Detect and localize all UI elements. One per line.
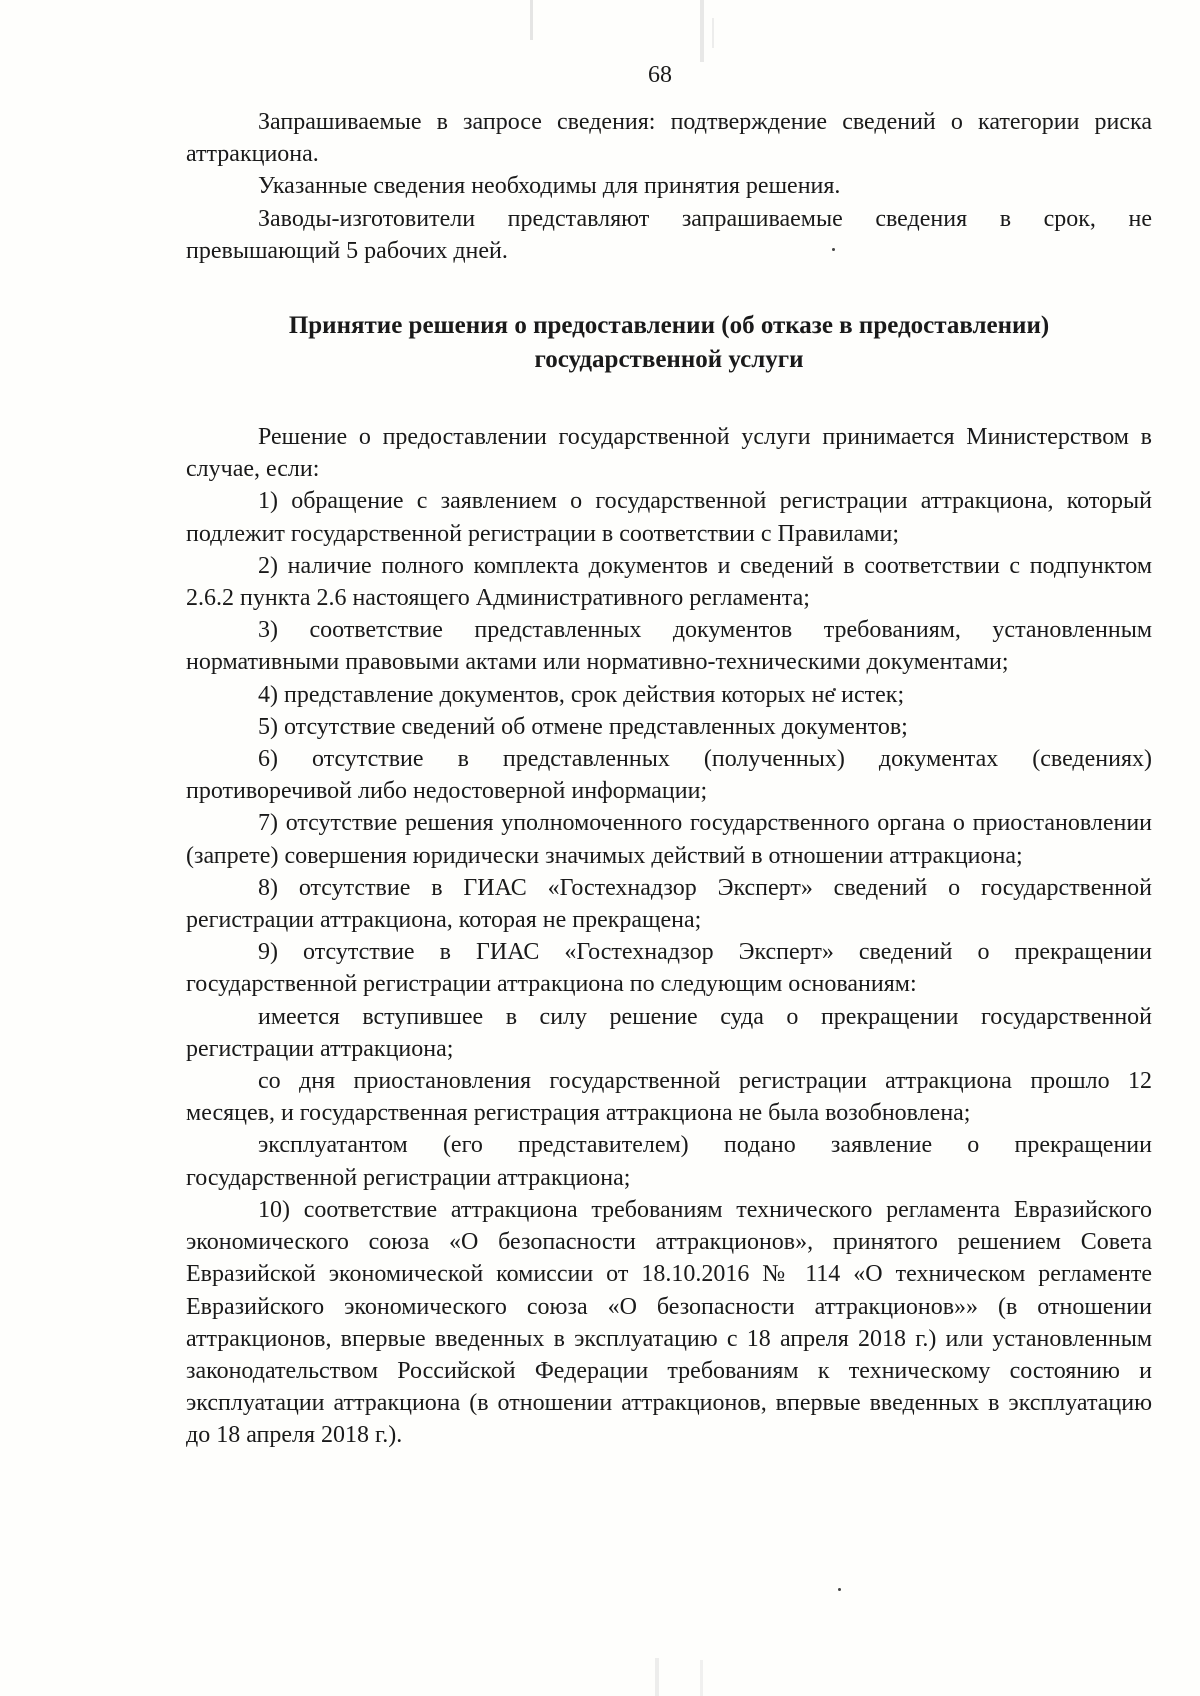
list-item: 7) отсутствие решения уполномоченного государственного органа о приостановлении (запрете) совершения юридически значимых действий в отношении аттракциона; (186, 810, 1152, 869)
page-number: 68 (648, 62, 672, 88)
document-body (186, 106, 1152, 1452)
section-heading (186, 309, 1152, 377)
scan-speck (838, 1588, 841, 1591)
list-item: 8) отсутствие в ГИАС «Гостехнадзор Эксперт» сведений о государственной регистрации аттракциона, которая не прекращена; (186, 874, 1152, 934)
list-item: 5) отсутствие сведений об отмене представленных документов; (258, 713, 908, 740)
scan-artifact (530, 0, 533, 40)
scan-artifact (655, 1658, 659, 1696)
list-item: 2) наличие полного комплекта документов и сведений в соответствии с подпунктом 2.6.2 пункта 2.6 настоящего Административного регламента; (186, 552, 1152, 612)
section-heading-line: Принятие решения о предоставлении (об отказе в предоставлении) (288, 312, 1050, 340)
paragraph: Указанные сведения необходимы для принятия решения. (258, 173, 841, 200)
paragraph: Заводы-изготовители представляют запрашиваемые сведения в срок, не превышающий 5 рабочих дней. (186, 205, 1152, 264)
list-item: 10) соответствие аттракциона требованиям технического регламента Евразийского экономического союза «О безопасности аттракционов», принятого решением Совета Евразийской экономической комиссии от 18.10.2016 № 114 «О техническом регламенте Евразийского экономического союза «О безопасности аттракционов»» (в отношении аттракционов, впервые введенных в эксплуатацию с 18 апреля 2018 г.) или установленным законодательством Российской Федерации требованиям к техническому состоянию и эксплуатации аттракциона (в отношении аттракционов, впервые введенных в эксплуатацию до 18 апреля 2018 г.). (186, 1196, 1152, 1449)
scan-artifact (712, 18, 714, 48)
sub-list-item: имеется вступившее в силу решение суда о прекращении государственной регистрации аттракциона; (186, 1003, 1152, 1062)
paragraph: Запрашиваемые в запросе сведения: подтверждение сведений о категории риска аттракциона. (186, 109, 1152, 168)
sub-list-item: со дня приостановления государственной регистрации аттракциона прошло 12 месяцев, и государственная регистрация аттракциона не была возобновлена; (186, 1068, 1152, 1127)
list-item: 3) соответствие представленных документов требованиям, установленным нормативными правовыми актами или нормативно-техническими документами; (186, 617, 1152, 676)
list-item: 6) отсутствие в представленных (полученных) документах (сведениях) противоречивой либо недостоверной информации; (186, 746, 1152, 805)
scan-artifact (700, 0, 704, 62)
scan-artifact (700, 1660, 703, 1696)
paragraph: Решение о предоставлении государственной услуги принимается Министерством в случае, если: (186, 424, 1152, 483)
section-heading-line: государственной услуги (534, 346, 804, 374)
list-item: 1) обращение с заявлением о государственной регистрации аттракциона, который подлежит государственной регистрации в соответствии с Правилами; (186, 488, 1152, 547)
sub-list-item: эксплуатантом (его представителем) подано заявление о прекращении государственной регистрации аттракциона; (186, 1132, 1152, 1191)
list-item: 9) отсутствие в ГИАС «Гостехнадзор Эксперт» сведений о прекращении государственной регистрации аттракциона по следующим основаниям: (186, 939, 1152, 998)
list-item: 4) представление документов, срок действия которых не истек; (258, 681, 905, 708)
